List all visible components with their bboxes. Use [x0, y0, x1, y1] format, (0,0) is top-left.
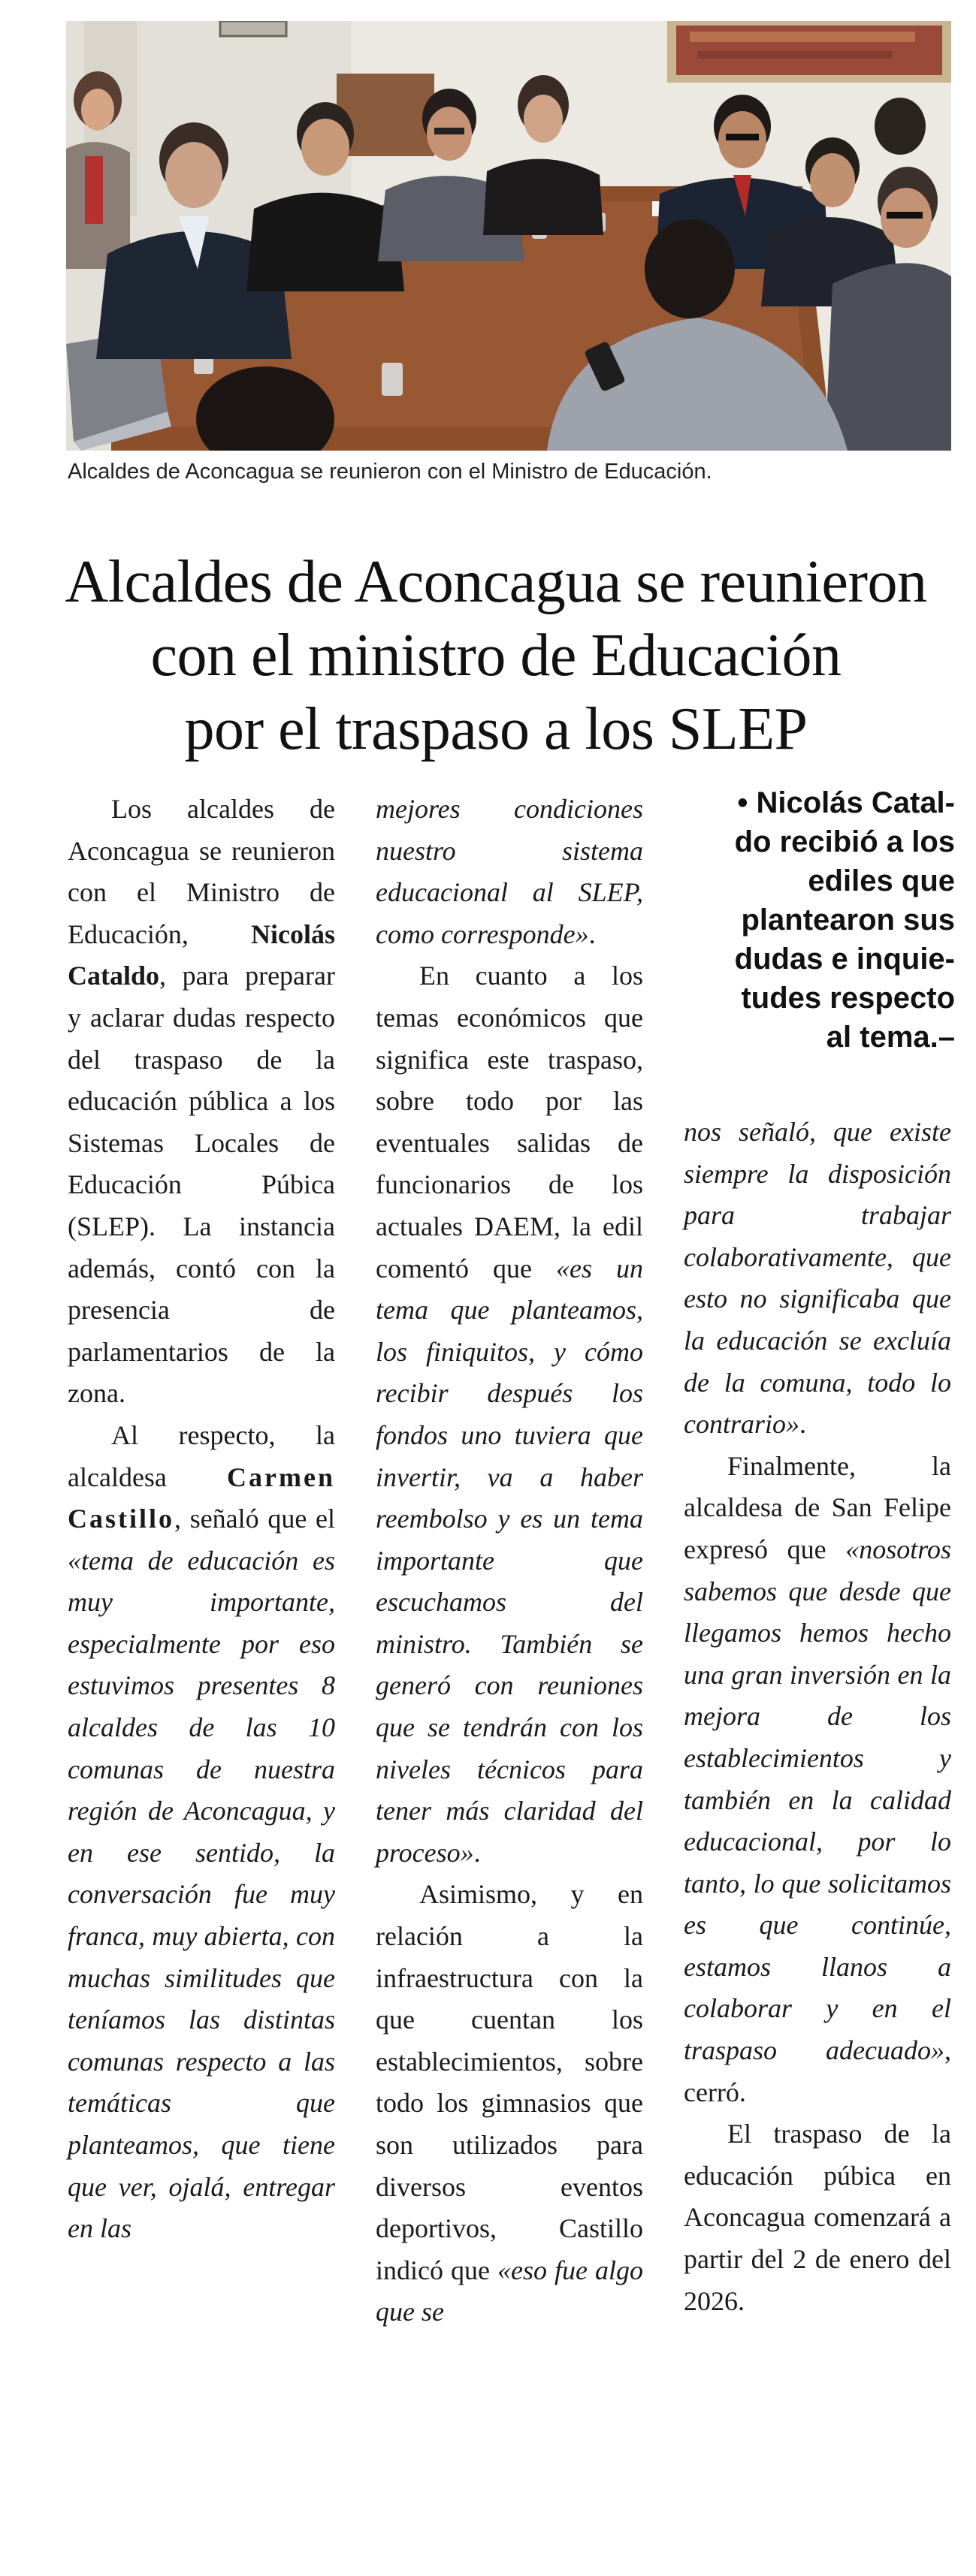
paragraph-infrastructure: Asimismo, y en relación a la infraestructura con la que cuentan los establecimientos, sobre todo los gimnasios que son utilizados para diversos eventos deportivos, Castillo indicó que «eso fue algo que se	[376, 1879, 643, 2327]
summary-line: • Nicolás Catal-	[737, 786, 955, 819]
person-name: Carmen Castillo	[68, 1461, 335, 1534]
paragraph-san-felipe: Finalmente, la alcaldesa de San Felipe expresó que «nosotros sabemos que desde que llegamos hemos hecho una gran inversión en la mejora de los establecimientos y también en la calidad educacional, por lo tanto, lo que solicitamos es que continúe, estamos llanos a colaborar y en el traspaso adecuado», cerró.	[684, 1450, 951, 2107]
person-name: Nicolás Cataldo	[68, 918, 335, 991]
paragraph-castillo: Al respecto, la alcaldesa Carmen Castillo, señaló que el «tema de educación es muy importante, especialmente por eso estuvimos presentes 8 alcaldes de las 10 comunas de nuestra región de Aconcagua, y en ese sentido, la conversación fue muy franca, muy abierta, con muchas similitudes que teníamos las distintas comunas respecto a las temáticas que planteamos, que tiene que ver, ojalá, entregar en las	[68, 1419, 335, 2244]
quote: «nosotros sabemos que desde que llegamos hemos hecho una gran inversión en la mejora de los establecimientos y también en la calidad educacional, por lo tanto, lo que solicitamos es que continúe, estamos llanos a colaborar y en el traspaso adecuado»	[684, 1534, 951, 2066]
quote: «tema de educación es muy importante, especialmente por eso estuvimos presentes 8 alcaldes de las 10 comunas de nuestra región de Aconcagua, y en ese sentido, la conversación fue muy franca, muy abierta, con muchas similitudes que teníamos las distintas comunas respecto a las temáticas que planteamos, que tiene que ver, ojalá, entregar en las	[68, 1545, 335, 2244]
summary-line: do recibió a los	[734, 825, 955, 858]
headline-line: Alcaldes de Aconcagua se reunieron	[65, 548, 927, 615]
paragraph-economic: En cuanto a los temas económicos que significa este traspaso, sobre todo por las eventuales salidas de funcionarios de los actuales DAEM, la edil comentó que «es un tema que planteamos, los finiquitos, y cómo recibir después los fondos uno tuviera que invertir, va a haber reembolso y es un tema importante que escuchamos del ministro. También se generó con reuniones que se tendrán con los niveles técnicos para tener más claridad del proceso».	[376, 961, 643, 1868]
quote: mejores condiciones nuestro sistema educacional al SLEP, como corresponde»	[376, 794, 643, 949]
headline-line: con el ministro de Educación	[150, 622, 842, 689]
quote: «es un tema que planteamos, los finiquitos, y cómo recibir después los fondos uno tuviera que invertir, va a haber reembolso y es un tema importante que escuchamos del ministro. También se generó con reuniones que se tendrán con los niveles técnicos para tener más claridad del proceso»	[376, 1253, 643, 1868]
summary-line: ediles que	[808, 864, 955, 897]
meeting-photo	[66, 21, 951, 451]
summary-line: plantearon sus	[741, 903, 955, 937]
summary-line: al tema.–	[826, 1021, 955, 1054]
quote: nos señaló, que existe siempre la disposición para trabajar colaborativamente, que esto no significaba que la educación se excluía de la comuna, todo lo contrario»	[684, 1117, 951, 1440]
meeting-photo-illustration	[66, 21, 951, 451]
quote: «eso fue algo que se	[376, 2255, 643, 2327]
article-column-2	[376, 789, 643, 2333]
summary-line: dudas e inquie-	[734, 943, 955, 976]
summary-line: tudes respecto	[741, 982, 955, 1015]
headline-line: por el traspaso a los SLEP	[184, 695, 808, 762]
headline	[45, 545, 947, 766]
paragraph-closing: El traspaso de la educación púbica en Aconcagua comenzará a partir del 2 de enero del 2026.	[684, 2119, 951, 2316]
paragraph-continued: nos señaló, que existe siempre la disposición para trabajar colaborativamente, que esto no significaba que la educación se excluía de la comuna, todo lo contrario».	[684, 1117, 951, 1440]
paragraph-continued: mejores condiciones nuestro sistema educacional al SLEP, como corresponde».	[376, 794, 643, 949]
summary-callout	[680, 783, 955, 1057]
photo-caption: Alcaldes de Aconcagua se reunieron con el Ministro de Educación.	[68, 460, 712, 484]
paragraph-intro: Los alcaldes de Aconcagua se reunieron con el Ministro de Educación, Nicolás Cataldo, para preparar y aclarar dudas respecto del traspaso de la educación pública a los Sistemas Locales de Educación Púbica (SLEP). La instancia además, contó con la presencia de parlamentarios de la zona.	[68, 794, 335, 1409]
article-column-3	[684, 1112, 951, 2322]
article-column-1	[68, 789, 335, 2250]
